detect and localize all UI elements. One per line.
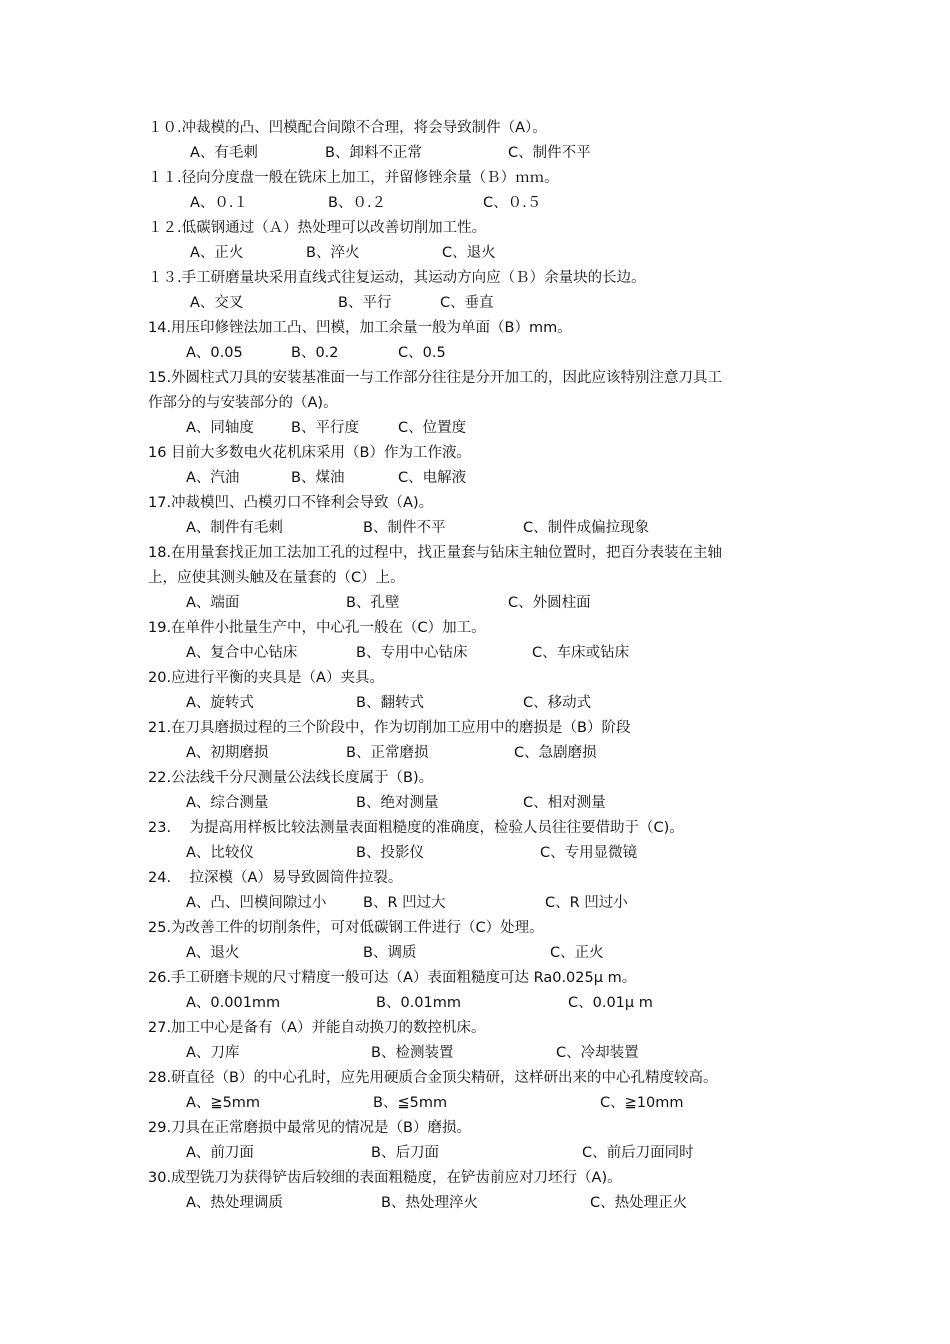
question-text: １１.径向分度盘一般在铣床上加工，并留修锉余量（Ｂ）ｍｍ。 bbox=[148, 170, 559, 186]
answer-option-c: C、急剧磨损 bbox=[514, 745, 597, 761]
answer-option-b: B、投影仪 bbox=[356, 845, 424, 861]
answer-option-a: A、综合测量 bbox=[186, 795, 269, 811]
answer-option-c: C、0.5 bbox=[398, 345, 446, 361]
answer-option-a: A、热处理调质 bbox=[186, 1195, 283, 1211]
answer-option-a: A、正火 bbox=[190, 245, 244, 261]
answer-option-c: C、R 凹过小 bbox=[545, 895, 628, 911]
answer-option-b: B、R 凹过大 bbox=[363, 895, 446, 911]
answer-option-b: B、专用中心钻床 bbox=[356, 645, 468, 661]
answer-option-c: C、专用显微镜 bbox=[540, 845, 638, 861]
question-text: 18.在用量套找正加工法加工孔的过程中，找正量套与钻床主轴位置时，把百分表装在主轴 bbox=[148, 545, 723, 561]
answer-option-b: B、０.２ bbox=[328, 195, 387, 211]
answer-option-a: A、０.１ bbox=[190, 195, 249, 211]
question-text: 27.加工中心是备有（A）并能自动换刀的数控机床。 bbox=[148, 1020, 486, 1036]
answer-option-a: A、≧5mm bbox=[186, 1095, 261, 1111]
question-text: 20.应进行平衡的夹具是（A）夹具。 bbox=[148, 670, 384, 686]
answer-option-a: A、旋转式 bbox=[186, 695, 254, 711]
answer-option-b: B、淬火 bbox=[306, 245, 360, 261]
answer-option-c: C、制件不平 bbox=[508, 145, 591, 161]
answer-option-c: C、０.５ bbox=[483, 195, 542, 211]
question-text: 22.公法线千分尺测量公法线长度属于（B)。 bbox=[148, 770, 434, 786]
answer-option-b: B、后刀面 bbox=[371, 1145, 439, 1161]
answer-option-c: C、相对测量 bbox=[523, 795, 606, 811]
question-text: 19.在单件小批量生产中，中心孔一般在（C）加工。 bbox=[148, 620, 486, 636]
answer-option-a: A、汽油 bbox=[186, 470, 240, 486]
answer-option-c: C、0.01μ m bbox=[568, 995, 653, 1011]
answer-option-a: A、端面 bbox=[186, 595, 240, 611]
question-text: 23. 为提高用样板比较法测量表面粗糙度的准确度，检验人员往往要借助于（C)。 bbox=[148, 820, 684, 836]
question-text: 15.外圆柱式刀具的安装基准面一与工作部分往往是分开加工的，因此应该特别注意刀具工 bbox=[148, 370, 723, 386]
question-text: 14.用压印修锉法加工凸、凹模，加工余量一般为单面（B）mm。 bbox=[148, 320, 572, 336]
answer-option-b: B、正常磨损 bbox=[346, 745, 429, 761]
answer-option-a: A、比较仪 bbox=[186, 845, 254, 861]
answer-option-b: B、卸料不正常 bbox=[325, 145, 422, 161]
answer-option-a: A、交叉 bbox=[190, 295, 244, 311]
question-text-continued: 上，应使其测头触及在量套的（C）上。 bbox=[148, 570, 405, 586]
answer-option-c: C、车床或钻床 bbox=[532, 645, 630, 661]
answer-option-b: B、制件不平 bbox=[363, 520, 446, 536]
answer-option-b: B、翻转式 bbox=[356, 695, 424, 711]
answer-option-c: C、电解液 bbox=[398, 470, 467, 486]
answer-option-b: B、≦5mm bbox=[373, 1095, 448, 1111]
answer-option-b: B、0.01mm bbox=[376, 995, 461, 1011]
answer-option-a: A、同轴度 bbox=[186, 420, 254, 436]
answer-option-a: A、刀库 bbox=[186, 1045, 240, 1061]
answer-option-b: B、绝对测量 bbox=[356, 795, 439, 811]
answer-option-a: A、初期磨损 bbox=[186, 745, 269, 761]
answer-option-c: C、退火 bbox=[442, 245, 496, 261]
answer-option-c: C、冷却装置 bbox=[556, 1045, 639, 1061]
answer-option-c: C、位置度 bbox=[398, 420, 467, 436]
answer-option-c: C、移动式 bbox=[523, 695, 592, 711]
answer-option-b: B、热处理淬火 bbox=[381, 1195, 478, 1211]
answer-option-a: A、制件有毛刺 bbox=[186, 520, 283, 536]
question-text: １０.冲裁模的凸、凹模配合间隙不合理，将会导致制件（A）。 bbox=[148, 120, 547, 136]
answer-option-c: C、外圆柱面 bbox=[508, 595, 591, 611]
answer-option-b: B、调质 bbox=[363, 945, 417, 961]
answer-option-c: C、≧10mm bbox=[600, 1095, 684, 1111]
question-text: 17.冲裁模凹、凸模刃口不锋利会导致（A)。 bbox=[148, 495, 434, 511]
answer-option-a: A、复合中心钻床 bbox=[186, 645, 298, 661]
answer-option-a: A、0.05 bbox=[186, 345, 243, 361]
answer-option-b: B、孔壁 bbox=[346, 595, 400, 611]
question-text: １３.手工研磨量块采用直线式往复运动，其运动方向应（Ｂ）余量块的长边。 bbox=[148, 270, 646, 286]
answer-option-a: A、退火 bbox=[186, 945, 240, 961]
answer-option-c: C、热处理正火 bbox=[590, 1195, 688, 1211]
question-text: 25.为改善工件的切削条件，可对低碳钢工件进行（C）处理。 bbox=[148, 920, 544, 936]
question-text: 29.刀具在正常磨损中最常见的情况是（B）磨损。 bbox=[148, 1120, 472, 1136]
answer-option-c: C、前后刀面同时 bbox=[582, 1145, 694, 1161]
answer-option-b: B、平行 bbox=[338, 295, 392, 311]
answer-option-a: A、0.001mm bbox=[186, 995, 281, 1011]
question-text: 16 目前大多数电火花机床采用（B）作为工作液。 bbox=[148, 445, 472, 461]
question-text: 30.成型铣刀为获得铲齿后较细的表面粗糙度，在铲齿前应对刀坯行（A)。 bbox=[148, 1170, 622, 1186]
answer-option-b: B、检测装置 bbox=[371, 1045, 454, 1061]
question-text: １２.低碳钢通过（Ａ）热处理可以改善切削加工性。 bbox=[148, 220, 487, 236]
answer-option-c: C、制件成偏拉现象 bbox=[523, 520, 650, 536]
question-text-continued: 作部分的与安装部分的（A)。 bbox=[148, 395, 338, 411]
question-text: 24. 拉深模（A）易导致圆筒件拉裂。 bbox=[148, 870, 403, 886]
question-text: 21.在刀具磨损过程的三个阶段中，作为切削加工应用中的磨损是（B）阶段 bbox=[148, 720, 631, 736]
question-text: 28.研直径（B）的中心孔时，应先用硬质合金顶尖精研，这样研出来的中心孔精度较高。 bbox=[148, 1070, 718, 1086]
answer-option-b: B、平行度 bbox=[291, 420, 359, 436]
answer-option-a: A、有毛刺 bbox=[190, 145, 258, 161]
answer-option-a: A、凸、凹模间隙过小 bbox=[186, 895, 327, 911]
answer-option-b: B、0.2 bbox=[291, 345, 339, 361]
answer-option-a: A、前刀面 bbox=[186, 1145, 254, 1161]
answer-option-c: C、垂直 bbox=[440, 295, 494, 311]
answer-option-c: C、正火 bbox=[550, 945, 604, 961]
answer-option-b: B、煤油 bbox=[291, 470, 345, 486]
question-text: 26.手工研磨卡规的尺寸精度一般可达（A）表面粗糙度可达 Ra0.025μ m。 bbox=[148, 970, 637, 986]
